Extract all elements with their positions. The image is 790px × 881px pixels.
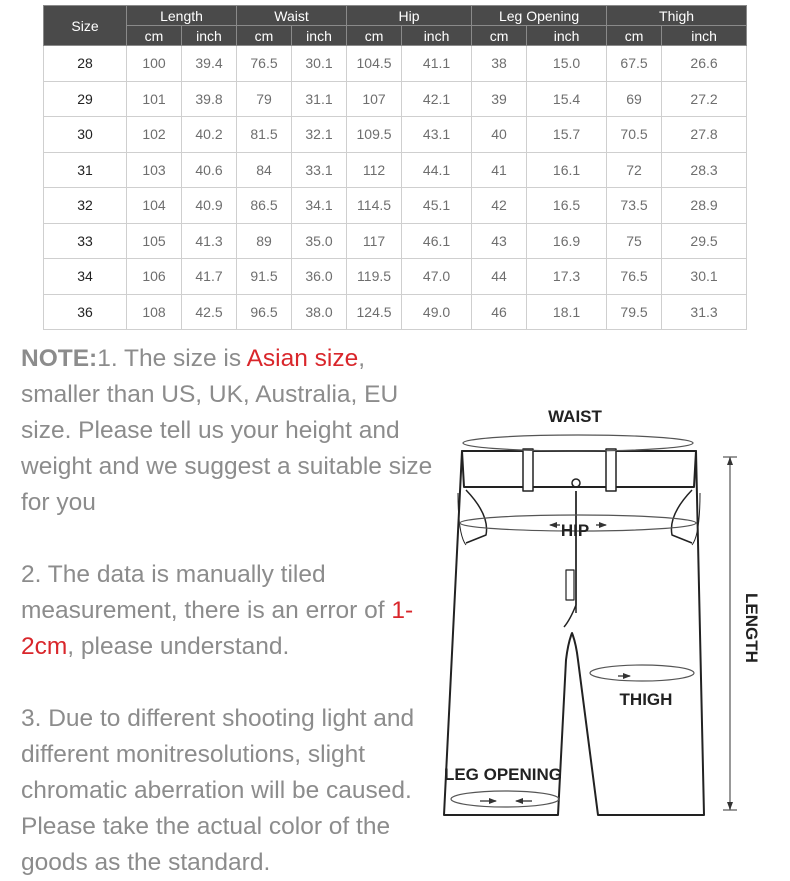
measurement-cell: 15.0 bbox=[527, 46, 607, 82]
measurement-cell: 28.9 bbox=[662, 188, 747, 224]
note-paragraph-1 bbox=[21, 341, 441, 521]
table-row bbox=[44, 81, 747, 117]
measurement-cell: 114.5 bbox=[347, 188, 402, 224]
table-row bbox=[44, 117, 747, 153]
size-cell: 34 bbox=[44, 259, 127, 295]
unit-header: inch bbox=[292, 26, 347, 46]
measurement-cell: 39 bbox=[472, 81, 527, 117]
measurement-cell: 16.1 bbox=[527, 152, 607, 188]
table-row bbox=[44, 259, 747, 295]
measurement-cell: 18.1 bbox=[527, 294, 607, 330]
measurement-cell: 31.3 bbox=[662, 294, 747, 330]
size-cell: 32 bbox=[44, 188, 127, 224]
measurement-cell: 70.5 bbox=[607, 117, 662, 153]
table-row bbox=[44, 152, 747, 188]
measurement-cell: 46 bbox=[472, 294, 527, 330]
size-cell: 28 bbox=[44, 46, 127, 82]
note-text: , smaller than US, UK, Australia, EU size. Please tell us your height and weight and we suggest a suitable size for you bbox=[21, 345, 433, 516]
measurement-cell: 31.1 bbox=[292, 81, 347, 117]
measurement-cell: 39.4 bbox=[182, 46, 237, 82]
measurement-cell: 117 bbox=[347, 223, 402, 259]
measurement-cell: 43 bbox=[472, 223, 527, 259]
waist-label: WAIST bbox=[548, 407, 602, 426]
measurement-cell: 44 bbox=[472, 259, 527, 295]
measurement-cell: 46.1 bbox=[402, 223, 472, 259]
measurement-cell: 39.8 bbox=[182, 81, 237, 117]
size-cell: 31 bbox=[44, 152, 127, 188]
measurement-cell: 108 bbox=[127, 294, 182, 330]
measurement-cell: 35.0 bbox=[292, 223, 347, 259]
measurement-cell: 91.5 bbox=[237, 259, 292, 295]
size-cell: 30 bbox=[44, 117, 127, 153]
measurement-cell: 28.3 bbox=[662, 152, 747, 188]
measurement-cell: 76.5 bbox=[607, 259, 662, 295]
measurement-cell: 67.5 bbox=[607, 46, 662, 82]
measurement-cell: 30.1 bbox=[662, 259, 747, 295]
note-paragraph-3: 3. Due to different shooting light and different monitresolutions, slight chromatic aberration will be caused. Please take the actual color of the goods as the standard. bbox=[21, 705, 415, 876]
measurement-cell: 41.3 bbox=[182, 223, 237, 259]
shorts-outline bbox=[444, 449, 704, 815]
measurement-cell: 69 bbox=[607, 81, 662, 117]
size-cell: 33 bbox=[44, 223, 127, 259]
measurement-cell: 17.3 bbox=[527, 259, 607, 295]
measurement-cell: 76.5 bbox=[237, 46, 292, 82]
measurement-cell: 84 bbox=[237, 152, 292, 188]
hip-header: Hip bbox=[347, 6, 472, 26]
note-text: , please understand. bbox=[67, 633, 290, 660]
measurement-cell: 40.6 bbox=[182, 152, 237, 188]
measurement-cell: 79.5 bbox=[607, 294, 662, 330]
waist-header: Waist bbox=[237, 6, 347, 26]
thigh-header: Thigh bbox=[607, 6, 747, 26]
measurement-cell: 29.5 bbox=[662, 223, 747, 259]
thigh-label: THIGH bbox=[619, 690, 673, 709]
size-header: Size bbox=[44, 6, 127, 46]
table-row bbox=[44, 46, 747, 82]
unit-header: inch bbox=[662, 26, 747, 46]
measurement-cell: 107 bbox=[347, 81, 402, 117]
measurement-cell: 73.5 bbox=[607, 188, 662, 224]
measurement-cell: 16.5 bbox=[527, 188, 607, 224]
measurement-cell: 40 bbox=[472, 117, 527, 153]
measurement-cell: 38.0 bbox=[292, 294, 347, 330]
note-text: 2. The data is manually tiled measurement, there is an error of bbox=[21, 561, 392, 624]
unit-header: cm bbox=[607, 26, 662, 46]
measurement-cell: 104.5 bbox=[347, 46, 402, 82]
measurement-cell: 42 bbox=[472, 188, 527, 224]
measurement-cell: 75 bbox=[607, 223, 662, 259]
note-text: 1. The size is bbox=[97, 345, 247, 372]
unit-header: cm bbox=[347, 26, 402, 46]
measurement-cell: 16.9 bbox=[527, 223, 607, 259]
error-range-highlight: 1-2cm bbox=[21, 597, 414, 660]
size-table-body bbox=[44, 46, 747, 330]
measurement-cell: 40.2 bbox=[182, 117, 237, 153]
measurement-cell: 86.5 bbox=[237, 188, 292, 224]
measurement-cell: 96.5 bbox=[237, 294, 292, 330]
measurement-cell: 33.1 bbox=[292, 152, 347, 188]
measurement-cell: 104 bbox=[127, 188, 182, 224]
size-chart-table bbox=[43, 5, 747, 330]
measurement-cell: 30.1 bbox=[292, 46, 347, 82]
measurement-cell: 32.1 bbox=[292, 117, 347, 153]
measurement-cell: 119.5 bbox=[347, 259, 402, 295]
unit-header: inch bbox=[402, 26, 472, 46]
measurement-cell: 41.1 bbox=[402, 46, 472, 82]
note-paragraph-2 bbox=[21, 557, 441, 665]
measurement-cell: 26.6 bbox=[662, 46, 747, 82]
measurement-cell: 45.1 bbox=[402, 188, 472, 224]
table-row bbox=[44, 188, 747, 224]
unit-header: cm bbox=[237, 26, 292, 46]
length-label: LENGTH bbox=[742, 593, 761, 663]
measurement-cell: 89 bbox=[237, 223, 292, 259]
size-cell: 29 bbox=[44, 81, 127, 117]
shorts-measurement-diagram bbox=[430, 395, 775, 875]
measurement-cell: 49.0 bbox=[402, 294, 472, 330]
measurement-cell: 105 bbox=[127, 223, 182, 259]
measurement-cell: 27.2 bbox=[662, 81, 747, 117]
measurement-cell: 34.1 bbox=[292, 188, 347, 224]
measurement-cell: 41.7 bbox=[182, 259, 237, 295]
measurement-cell: 102 bbox=[127, 117, 182, 153]
size-note bbox=[21, 341, 441, 881]
measurement-cell: 44.1 bbox=[402, 152, 472, 188]
measurement-cell: 40.9 bbox=[182, 188, 237, 224]
measurement-cell: 109.5 bbox=[347, 117, 402, 153]
measurement-cell: 38 bbox=[472, 46, 527, 82]
measurement-cell: 36.0 bbox=[292, 259, 347, 295]
unit-header: inch bbox=[527, 26, 607, 46]
table-row bbox=[44, 294, 747, 330]
table-row bbox=[44, 223, 747, 259]
unit-header: cm bbox=[472, 26, 527, 46]
measurement-cell: 72 bbox=[607, 152, 662, 188]
header-group-row bbox=[44, 6, 747, 26]
hip-label: HIP bbox=[560, 521, 590, 540]
measurement-cell: 79 bbox=[237, 81, 292, 117]
measurement-cell: 124.5 bbox=[347, 294, 402, 330]
header-unit-row bbox=[44, 26, 747, 46]
unit-header: cm bbox=[127, 26, 182, 46]
measurement-cell: 106 bbox=[127, 259, 182, 295]
length-header: Length bbox=[127, 6, 237, 26]
measurement-cell: 15.4 bbox=[527, 81, 607, 117]
measurement-cell: 43.1 bbox=[402, 117, 472, 153]
measurement-cell: 103 bbox=[127, 152, 182, 188]
measurement-cell: 41 bbox=[472, 152, 527, 188]
asian-size-highlight: Asian size bbox=[246, 345, 359, 372]
measurement-cell: 112 bbox=[347, 152, 402, 188]
note-label: NOTE: bbox=[21, 345, 98, 372]
measurement-cell: 42.5 bbox=[182, 294, 237, 330]
measurement-cell: 27.8 bbox=[662, 117, 747, 153]
measurement-cell: 101 bbox=[127, 81, 182, 117]
measurement-cell: 15.7 bbox=[527, 117, 607, 153]
unit-header: inch bbox=[182, 26, 237, 46]
measurement-cell: 47.0 bbox=[402, 259, 472, 295]
measurement-cell: 81.5 bbox=[237, 117, 292, 153]
measurement-cell: 100 bbox=[127, 46, 182, 82]
size-cell: 36 bbox=[44, 294, 127, 330]
leg-opening-header: Leg Opening bbox=[472, 6, 607, 26]
measurement-cell: 42.1 bbox=[402, 81, 472, 117]
leg-opening-label: LEG OPENING bbox=[443, 765, 563, 784]
